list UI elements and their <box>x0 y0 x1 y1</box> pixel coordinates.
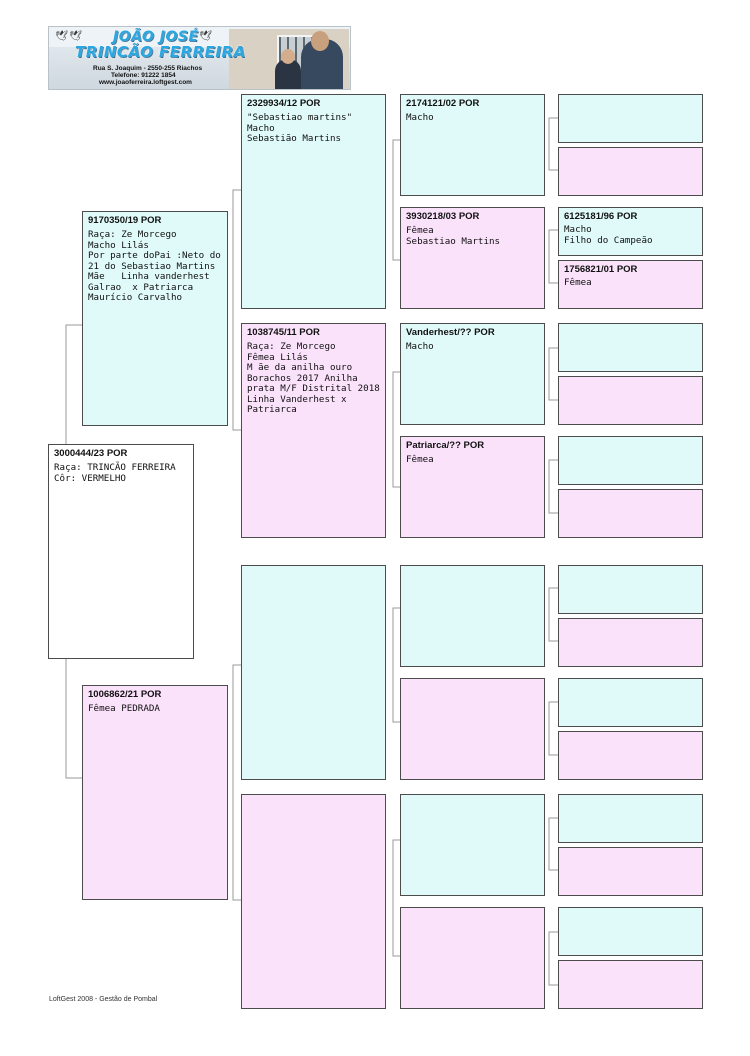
pigeon-icon: 🕊 <box>199 31 212 42</box>
pedigree-box-ssdd[interactable] <box>558 260 703 309</box>
pedigree-box-sire-dam[interactable] <box>241 323 386 538</box>
pigeon-details: Macho Filho do Campeão <box>564 224 653 246</box>
pedigree-box-dam-sire[interactable] <box>241 565 386 780</box>
banner-website: www.joaoferreira.loftgest.com <box>99 79 192 86</box>
pedigree-box-sdsd[interactable] <box>558 376 703 425</box>
ring-number: 2329934/12 POR <box>247 98 321 109</box>
pigeon-details: Fêmea <box>406 454 434 465</box>
ring-number: Patriarca/?? POR <box>406 440 485 451</box>
banner-phone: Telefone: 91222 1854 <box>111 72 176 79</box>
pedigree-box-sds[interactable] <box>400 323 545 425</box>
pigeon-details: Macho <box>406 341 434 352</box>
pigeon-details: Raça: TRINCÃO FERREIRA Côr: VERMELHO <box>54 462 176 484</box>
footer-credit: LoftGest 2008 - Gestão de Pombal <box>49 996 158 1003</box>
ring-number: Vanderhest/?? POR <box>406 327 495 338</box>
pigeon-details: Fêmea PEDRADA <box>88 703 160 714</box>
pedigree-box-dam-dam[interactable] <box>241 794 386 1009</box>
pedigree-box-dsds[interactable] <box>558 678 703 727</box>
pedigree-box-sddd[interactable] <box>558 489 703 538</box>
pedigree-box-dds[interactable] <box>400 794 545 896</box>
pedigree-box-sire-sire[interactable] <box>241 94 386 309</box>
pigeon-details: Raça: Ze Morcego Fêmea Lilás M ãe da anilha ouro Borachos 2017 Anilha prata M/F Distrital 2018 Linha Vanderhest x Patriarca <box>247 341 380 415</box>
ring-number: 1038745/11 POR <box>247 327 320 338</box>
ring-number: 1006862/21 POR <box>88 689 162 700</box>
pigeon-icon: 🕊 <box>69 31 82 42</box>
pedigree-box-subject[interactable] <box>48 444 194 659</box>
pedigree-box-sire[interactable] <box>82 211 228 426</box>
banner-title-line1: JOÃO JOSÉ <box>113 29 199 45</box>
pedigree-box-dss[interactable] <box>400 565 545 667</box>
pigeon-details: Raça: Ze Morcego Macho Lilás Por parte doPai :Neto do 21 do Sebastiao Martins Mãe Linha vanderhest Galrao x Patriarca Maurício Carvalho <box>88 229 221 303</box>
pedigree-box-sdds[interactable] <box>558 436 703 485</box>
pedigree-box-ddds[interactable] <box>558 907 703 956</box>
pigeon-details: Fêmea Sebastiao Martins <box>406 225 501 247</box>
pedigree-box-dsd[interactable] <box>400 678 545 780</box>
pedigree-box-sdss[interactable] <box>558 323 703 372</box>
pedigree-box-ssd[interactable] <box>400 207 545 309</box>
pedigree-box-sdd[interactable] <box>400 436 545 538</box>
ring-number: 3000444/23 POR <box>54 448 128 459</box>
pigeon-details: Macho <box>406 112 434 123</box>
pedigree-box-dssd[interactable] <box>558 618 703 667</box>
pedigree-box-sssd[interactable] <box>558 147 703 196</box>
ring-number: 1756821/01 POR <box>564 264 638 275</box>
pedigree-box-ddsd[interactable] <box>558 847 703 896</box>
pedigree-box-dsdd[interactable] <box>558 731 703 780</box>
banner-address: Rua S. Joaquim - 2550-255 Riachos <box>93 65 203 72</box>
ring-number: 9170350/19 POR <box>88 215 162 226</box>
pedigree-box-ddss[interactable] <box>558 794 703 843</box>
pedigree-box-ssds[interactable] <box>558 207 703 256</box>
pigeon-icon: 🕊 <box>55 31 68 42</box>
pedigree-box-sss[interactable] <box>400 94 545 196</box>
banner-title-line2: TRINCÃO FERREIRA <box>75 43 246 61</box>
ring-number: 6125181/96 POR <box>564 211 638 222</box>
pigeon-details: Fêmea <box>564 277 592 288</box>
pedigree-box-dam[interactable] <box>82 685 228 900</box>
pedigree-box-ddd[interactable] <box>400 907 545 1009</box>
ring-number: 2174121/02 POR <box>406 98 480 109</box>
ring-number: 3930218/03 POR <box>406 211 480 222</box>
pigeon-details: "Sebastiao martins" Macho Sebastião Martins <box>247 112 353 144</box>
pedigree-box-dsss[interactable] <box>558 565 703 614</box>
pedigree-box-ssss[interactable] <box>558 94 703 143</box>
pedigree-box-dddd[interactable] <box>558 960 703 1009</box>
